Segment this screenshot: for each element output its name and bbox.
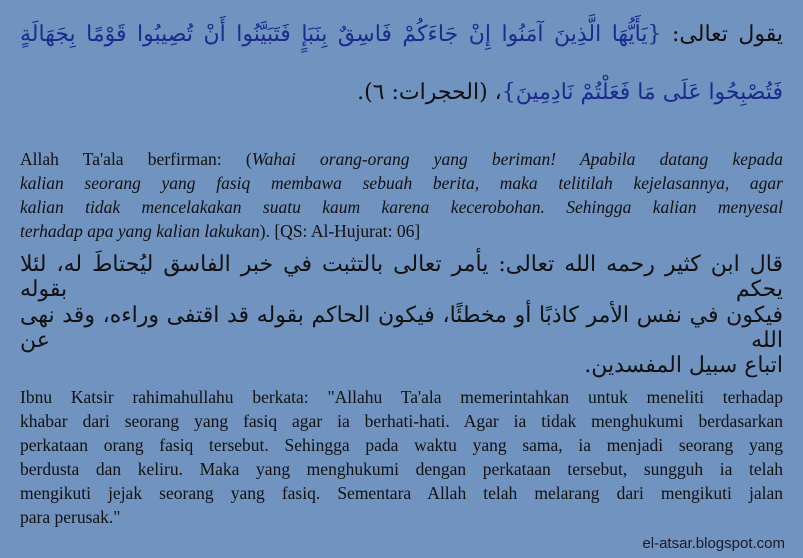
quran-text: فَتُصْبِحُوا عَلَى مَا فَعَلْتُمْ نَادِمِينَ} (501, 80, 783, 105)
text: Wahai orang-orang yang beriman! Apabila datang kepada (251, 149, 783, 169)
translation-line (20, 221, 783, 242)
text: kalian seorang yang fasiq membawa sebuah berita, maka telitilah kejelasannya, agar (20, 173, 783, 193)
text: kalian tidak mencelakakan suatu kaum karena kecerobohan. Sehingga kalian menyesal (20, 197, 783, 217)
translation2-line: khabar dari seorang yang fasiq agar ia berhati-hati. Agar ia tidak menghukumi berdasarkan (20, 411, 783, 431)
text: ). [QS: Al-Hujurat: 06] (259, 221, 421, 241)
translation-line (20, 173, 783, 194)
text: Allah Ta'ala berfirman: ( (20, 149, 252, 169)
translation2-line: para perusak." (20, 507, 121, 527)
translation2-line: berdusta dan keliru. Maka yang menghukumi dengan perkataan tersebut, sungguh ia telah (20, 459, 783, 479)
translation2-line: Ibnu Katsir rahimahullahu berkata: "Allahu Ta'ala memerintahkan untuk meneliti terhadap (20, 387, 783, 407)
verse-intro: يقول تعالى: (661, 22, 783, 47)
translation-line (20, 197, 783, 218)
verse-reference: ، (الحجرات: ٦). (357, 80, 502, 105)
translation-line (20, 149, 783, 170)
verse-line-2 (20, 80, 783, 105)
verse-line-1 (20, 22, 783, 47)
site-watermark: el-atsar.blogspot.com (642, 535, 785, 552)
tafsir-arabic-line: فيكون في نفس الأمر كاذبًا أو مخطئًا، فيكون الحاكم بقوله قد اقتفى وراءه، وقد نهى الله عن (20, 303, 783, 353)
translation2-line: perkataan orang fasiq tersebut. Sehingga pada waktu yang sama, ia menjadi seorang yang (20, 435, 783, 455)
text: terhadap apa yang kalian lakukan (20, 221, 260, 241)
quran-text: {يَأَيُّهَا الَّذِينَ آمَنُوا إِنْ جَاءَكُمْ فَاسِقٌ بِنَبَإٍ فَتَبَيَّنُوا أَنْ تُصِيبُوا قَوْمًا بِجَهَالَةٍ (20, 22, 662, 47)
tafsir-arabic-line: قال ابن كثير رحمه الله تعالى: يأمر تعالى بالتثبت في خبر الفاسق ليُحتاطَ له، لئلا يحكم بقوله (20, 252, 783, 302)
translation2-line: mengikuti jejak seorang yang fasiq. Sementara Allah telah melarang dari mengikuti jalan (20, 483, 783, 503)
tafsir-arabic-line: اتباع سبيل المفسدين. (584, 353, 783, 378)
